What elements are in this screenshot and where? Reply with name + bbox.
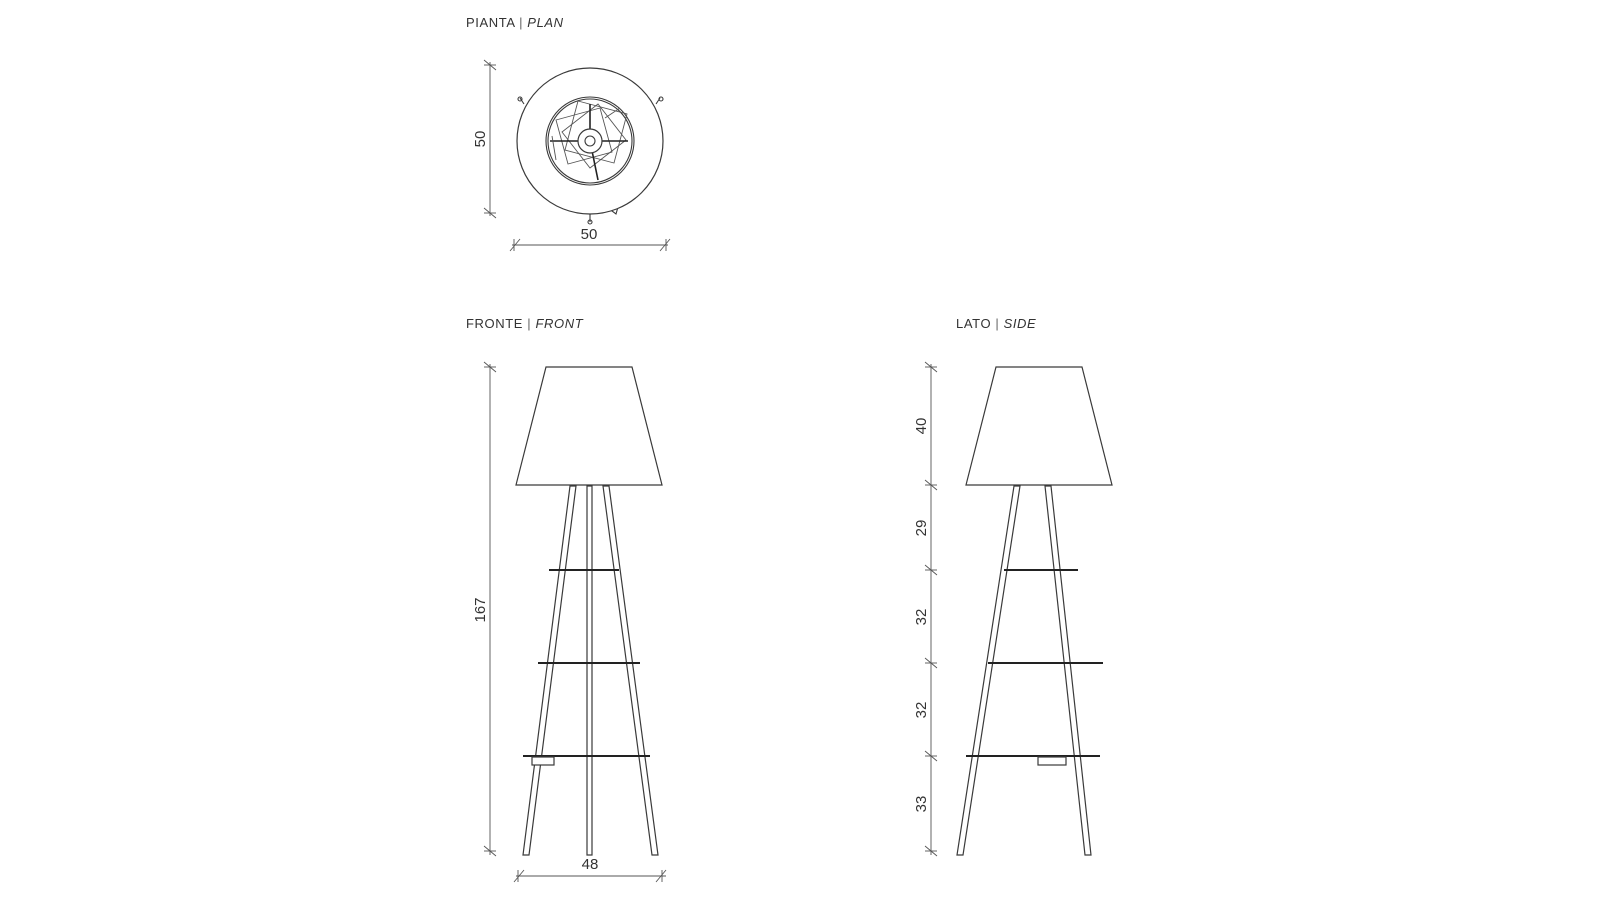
side-lamp-shade xyxy=(966,367,1112,485)
front-lamp-drawing xyxy=(516,367,662,855)
plan-view xyxy=(472,60,670,251)
front-lamp-shade xyxy=(516,367,662,485)
front-view xyxy=(472,362,666,882)
front-label: FRONTE xyxy=(466,316,524,331)
front-left-leg xyxy=(523,486,576,855)
side-segment2-label: 32 xyxy=(913,608,930,626)
plan-width-label: 50 xyxy=(580,226,598,243)
front-center-leg xyxy=(587,486,592,855)
side-segment1-label: 29 xyxy=(913,519,930,537)
side-shade-height-label: 40 xyxy=(913,417,930,435)
front-separator: | xyxy=(527,316,532,331)
front-switch-box xyxy=(532,757,554,765)
front-width-label: 48 xyxy=(581,856,599,873)
side-view xyxy=(913,362,1112,856)
front-right-leg xyxy=(603,486,658,855)
side-front-leg xyxy=(1045,486,1091,855)
side-label-en: SIDE xyxy=(1003,316,1037,331)
front-height-label: 167 xyxy=(472,597,489,623)
plan-label-en: PLAN xyxy=(527,15,564,30)
side-rear-leg xyxy=(957,486,1020,855)
front-label-en: FRONT xyxy=(535,316,584,331)
side-segment3-label: 32 xyxy=(913,701,930,719)
side-label: LATO xyxy=(956,316,992,331)
plan-separator: | xyxy=(519,15,524,30)
plan-depth-label: 50 xyxy=(472,130,489,148)
plan-lamp-drawing xyxy=(517,68,663,224)
side-switch-box xyxy=(1038,757,1066,765)
side-lamp-drawing xyxy=(957,367,1112,855)
plan-label: PIANTA xyxy=(466,15,515,30)
side-segment4-label: 33 xyxy=(913,795,930,813)
side-separator: | xyxy=(995,316,1000,331)
